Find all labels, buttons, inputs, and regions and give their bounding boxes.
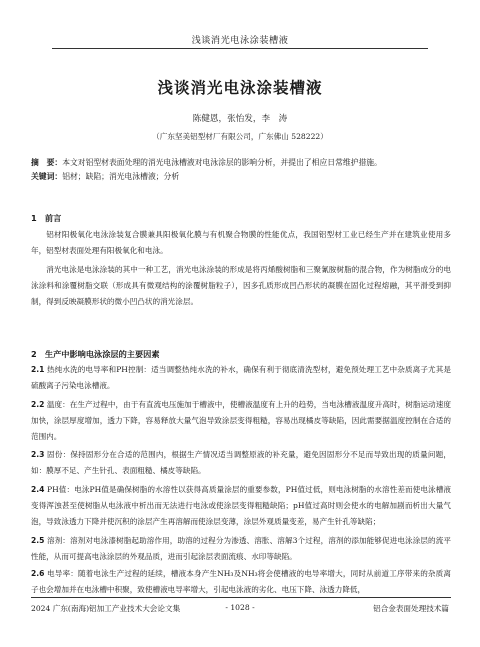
item-text: 电导率：随着电泳生产过程的延续，槽液本身产生NH₃及NH₃将会使槽液的电导率增大，同时从前道工序带来的杂质离子也会增加并在电泳槽中积聚，致使槽液电导率增大，引起电泳液的劣化、电压下降、泳透力降低， (31, 569, 451, 594)
numbered-paragraph-2-2 (31, 397, 451, 444)
item-text: PH值：电泳PH值是确保树脂的水溶性以获得高质量涂层的重要参数，PH值过低，则电泳树脂的水溶性差而使电泳槽液变得浑浊甚至使树脂从电泳液中析出而无法进行电泳或使涂层变得粗糙缺陷；pH值过高时则会使水的电解加剧而析出大量气泡，导致泳透力下降并使沉积的涂层产生再溶解而使涂层变薄，涂层外观质量变差，易产生针孔等缺陷； (31, 485, 451, 526)
abstract-text: 本文对铝型材表面处理的消光电泳槽液对电泳涂层的影响分析，并提出了相应日常维护措施。 (62, 158, 382, 167)
author-list: 陈健恩，张怡发，李 涛 (192, 114, 288, 124)
affiliation: （广东坚美铝型材厂有限公司，广东佛山 528222） (152, 132, 328, 141)
item-number: 2.3 (31, 450, 45, 459)
paragraph: 铝材阳极氧化电泳涂装复合膜兼具阳极氧化膜与有机聚合物膜的性能优点，我国铝型材工业已经生产并在建筑业使用多年，铝型材表面处理有阳极氧化和电泳。 (31, 230, 451, 255)
item-number: 2.4 (31, 485, 45, 494)
numbered-paragraph-2-1 (31, 362, 451, 394)
item-number: 2.6 (31, 569, 45, 578)
running-header: 浅谈消光电泳涂装槽液 (191, 35, 289, 46)
header-rule (52, 48, 428, 49)
item-text: 固份：保持固形分在合适的范围内，根据生产情况适当调整原液的补充量，避免因固形分不足而导致出现的质量问题，如：膜厚不足、产生针孔、表面粗糙、橘皮等缺陷。 (31, 450, 451, 475)
section-heading-2: 2 生产中影响电泳涂层的主要因素 (31, 349, 160, 359)
item-text: 温度：在生产过程中，由于有直流电压施加于槽液中，使槽液温度有上升的趋势，当电泳槽液温度升高时，树脂运动速度加快，涂层厚度增加，透力下降，容易释放大量气泡导致涂层变得粗糙，容易出现橘皮等缺陷，因此需要据温度控制在合适的范围内。 (31, 400, 451, 441)
item-text: 热纯水洗的电导率和PH控制：适当调整热纯水洗的补水，确保有利于彻底清洗型材，避免预处理工艺中杂质离子尤其是硫酸离子污染电泳槽液。 (31, 365, 451, 390)
numbered-paragraph-2-3 (31, 447, 451, 479)
abstract (31, 156, 451, 169)
keywords-label: 关键词： (31, 172, 63, 181)
keywords (31, 170, 451, 183)
item-number: 2.1 (31, 365, 45, 374)
numbered-paragraph-2-6 (31, 566, 451, 598)
section-heading-1: 1 前言 (31, 213, 62, 223)
footer-section: 铝合金表面处理技术篇 (373, 604, 449, 613)
keywords-text: 铝材；缺陷；消光电泳槽液；分析 (62, 172, 180, 181)
item-number: 2.5 (31, 536, 45, 545)
paragraph: 消光电泳是电泳涂装的其中一种工艺，消光电泳涂装的形成是将丙烯酸树脂和三聚氰胺树脂的混合物，作为树脂成分的电泳涂料和涂覆树脂交联（形成具有微观结构的涂覆树脂粒子），因多孔质形成凹凸形状的凝膜在固化过程熔融，其平滑受到抑制，得到反映凝膜形状的微小凹凸状的消光涂层。 (31, 265, 451, 306)
page-number: - 1028 - (225, 603, 255, 612)
abstract-label: 摘 要： (31, 158, 63, 167)
numbered-paragraph-2-5 (31, 533, 451, 565)
item-number: 2.2 (31, 400, 45, 409)
numbered-paragraph-2-4 (31, 482, 451, 529)
footer-proceedings: 2024 广东(南海)铝加工产业技术大会论文集 (31, 604, 181, 613)
footer-rule (31, 597, 451, 598)
item-text: 溶剂：溶剂对电泳漆树脂起助溶作用，助溶的过程分为渗透、溶胀、溶解3个过程，溶剂的添加能够促进电泳涂层的流平性能，从而可提高电泳涂层的外观品质，进而引起涂层表面流痕、水印等缺陷。 (31, 536, 451, 561)
paper-title: 浅谈消光电泳涂装槽液 (157, 79, 323, 97)
